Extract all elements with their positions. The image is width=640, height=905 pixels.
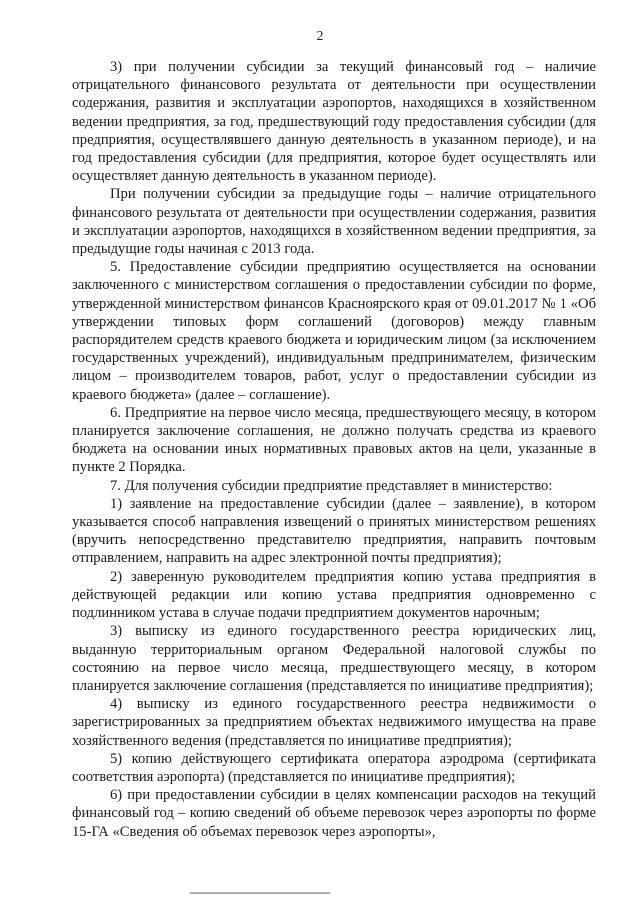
document-body [72,58,596,841]
list-item-1: 1) заявление на предоставление субсидии (далее – заявление), в котором указывается способ направления извещений о принятых министерством решениях (вручить непосредственно представителю предприятия, направить почтовым отправлением, направить на адрес электронной почты предприятия); [72,495,596,567]
list-item-3: 3) выписку из единого государственного реестра юридических лиц, выданную территориальным органом Федеральной налоговой службы по состоянию на первое число месяца, предшествующего месяцу, в котором планируется заключение соглашения (представляется по инициативе предприятия); [72,623,596,694]
list-item-6: 6) при предоставлении субсидии в целях компенсации расходов на текущий финансовый год – копию сведений об объеме перевозок через аэропорты по форме 15-ГА «Сведения об объемах перевозок через аэропорты», [72,787,596,840]
list-item-5: 5) копию действующего сертификата оператора аэродрома (сертификата соответствия аэропорта) (представляется по инициативе предприятия); [72,750,596,785]
paragraph-previous-years: При получении субсидии за предыдущие годы – наличие отрицательного финансового результата от деятельности при осуществлении содержания, развития и эксплуатации аэропортов, находящихся в хозяйственном ведении предприятия, за предыдущие годы начиная с 2013 года. [72,186,596,258]
list-item-4: 4) выписку из единого государственного реестра недвижимости о зарегистрированных за предприятием объектах недвижимого имущества на праве хозяйственного ведения (представляется по инициативе предприятия); [72,696,596,749]
paragraph-point-6: 6. Предприятие на первое число месяца, предшествующего месяцу, в котором планируется заключение соглашения, не должно получать средства из краевого бюджета на основании иных нормативных правовых актов на цели, указанные в пункте 2 Порядка. [72,404,596,476]
paragraph-point-7: 7. Для получения субсидии предприятие представляет в министерство: [110,477,553,494]
paragraph-point-5: 5. Предоставление субсидии предприятию осуществляется на основании заключенного с министерством соглашения о предоставлении субсидии по форме, утвержденной министерством финансов Красноярского края от 09.01.2017 № 1 «Об утверждении типовых форм соглашений (договоров) между главным распорядителем средств краевого бюджета и юридическим лицом (за исключением государственных учреждений), индивидуальным предпринимателем, физическим лицом – производителем товаров, работ, услуг о предоставлении субсидии из краевого бюджета» (далее – соглашение). [72,259,596,403]
paragraph-item-3: 3) при получении субсидии за текущий финансовый год – наличие отрицательного финансового результата от деятельности при осуществлении содержания, развития и эксплуатации аэропортов, находящихся в хозяйственном ведении предприятия, за год, предшествующий году предоставления субсидии (для предприятия, осуществлявшего данную деятельность в указанном периоде), и на год предоставления субсидии (для предприятия, которое будет осуществлять или осуществляет данную деятельность в указанном периоде). [72,59,596,185]
page-number: 2 [316,28,324,43]
scan-edge-mark [190,892,330,894]
list-item-2: 2) заверенную руководителем предприятия копию устава предприятия в действующей редакции или копию устава предприятия одновременно с подлинником устава в случае подачи предприятием документов нарочным; [72,568,596,622]
